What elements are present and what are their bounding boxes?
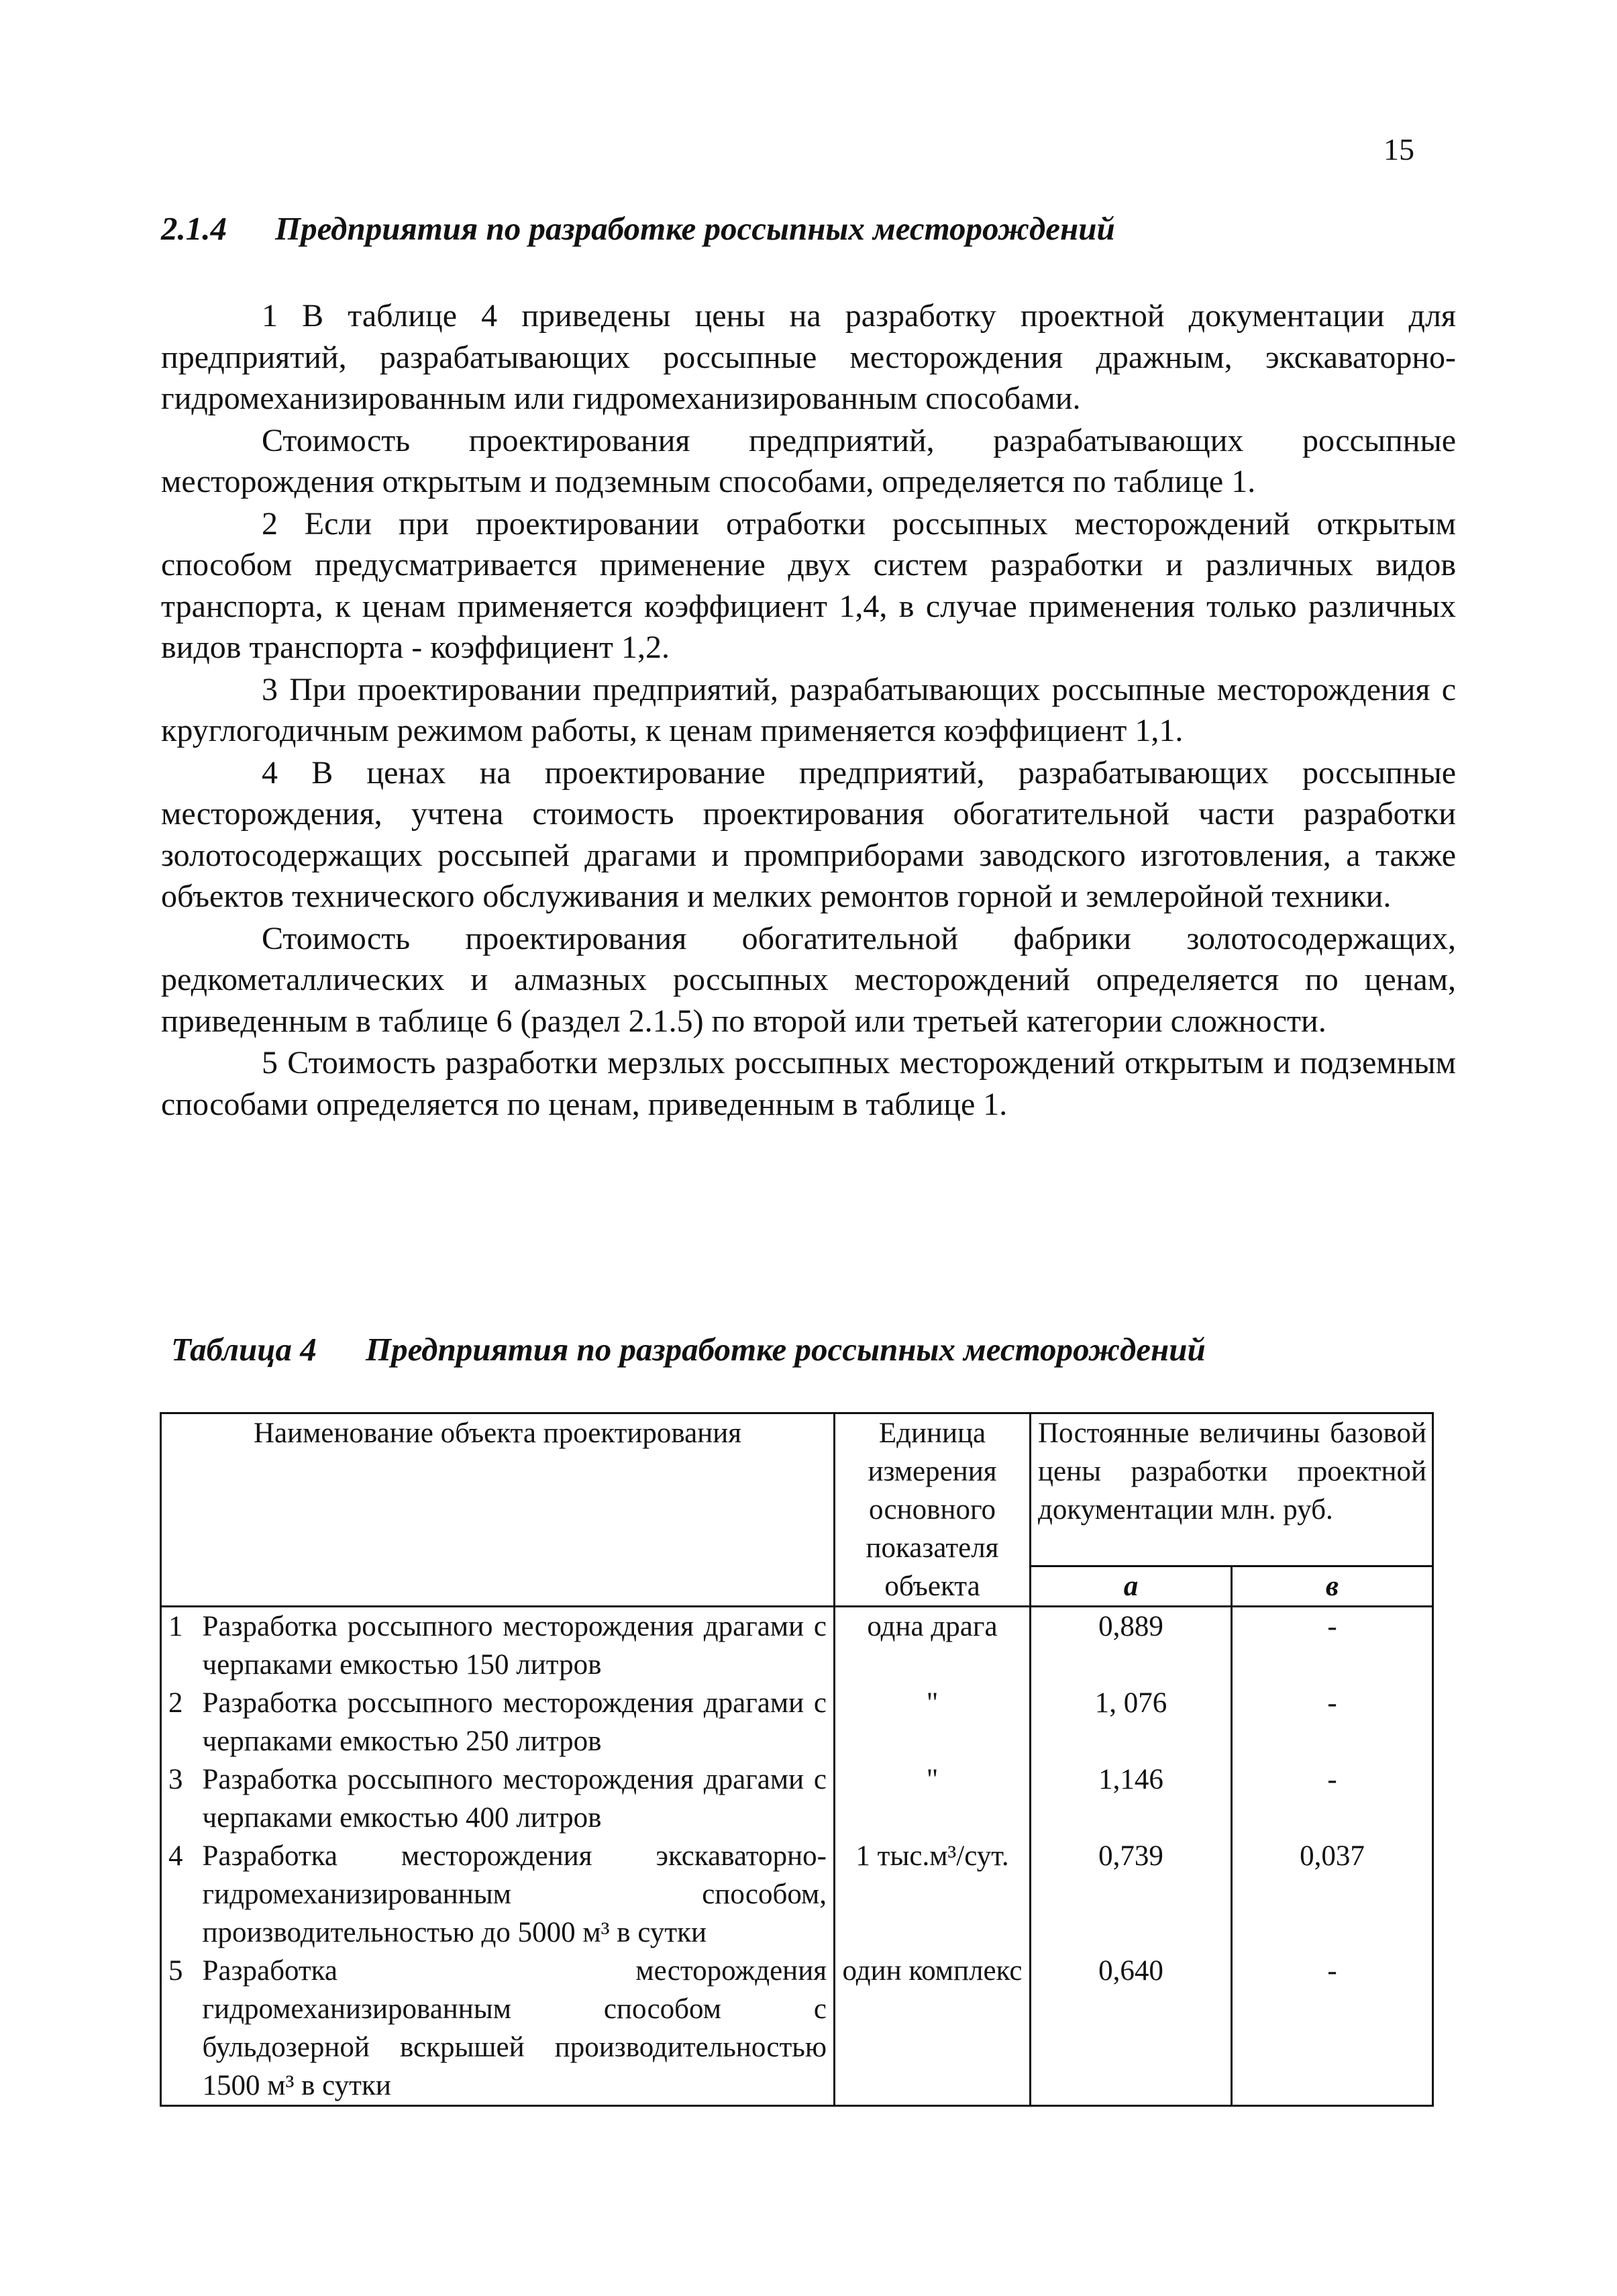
value-b: - [1232, 1684, 1433, 1760]
table-title: Предприятия по разработке россыпных месторождений [366, 1331, 1206, 1368]
row-number: 3 [161, 1760, 196, 1837]
header-constants: Постоянные величины базовой цены разработки проектной документации млн. руб. [1031, 1413, 1433, 1566]
value-b: - [1232, 1607, 1433, 1685]
paragraph: 4 В ценах на проектирование предприятий, разрабатывающих россыпные месторождения, учтена стоимость проектирования обогатительной части разработки золотосодержащих россыпей драгами и промприборами заводского изготовления, а также объектов технического обслуживания и мелких ремонтов горной и землеройной техники. [161, 754, 1456, 914]
header-col-a: а [1031, 1566, 1232, 1607]
value-a: 1, 076 [1031, 1684, 1232, 1760]
table-caption [171, 1330, 1206, 1368]
table-row [161, 1760, 1433, 1837]
unit-of-measure: " [835, 1684, 1031, 1760]
table-row [161, 1952, 1433, 2106]
header-col-b: в [1232, 1566, 1433, 1607]
value-b: - [1232, 1952, 1433, 2106]
header-unit: Единица измерения основного показателя объекта [835, 1413, 1031, 1607]
object-name: Разработка месторождения гидромеханизированным способом с бульдозерной вскрышей производительностью 1500 м³ в сутки [196, 1952, 835, 2106]
object-name: Разработка россыпного месторождения драгами с черпаками емкостью 400 литров [196, 1760, 835, 1837]
row-number: 1 [161, 1607, 196, 1685]
paragraph: Стоимость проектирования предприятий, разрабатывающих россыпные месторождения открытым и подземным способами, определяется по таблице 1. [161, 422, 1456, 499]
row-number: 5 [161, 1952, 196, 2106]
object-name: Разработка россыпного месторождения драгами с черпаками емкостью 150 литров [196, 1607, 835, 1685]
page-number: 15 [1384, 132, 1414, 166]
unit-of-measure: 1 тыс.м³/сут. [835, 1837, 1031, 1952]
value-a: 0,889 [1031, 1607, 1232, 1685]
section-heading [161, 209, 1115, 248]
table-label: Таблица 4 [171, 1331, 317, 1368]
section-title: Предприятия по разработке россыпных месторождений [275, 210, 1115, 247]
header-name: Наименование объекта проектирования [161, 1413, 835, 1607]
value-a: 0,640 [1031, 1952, 1232, 2106]
value-a: 1,146 [1031, 1760, 1232, 1837]
table-row [161, 1684, 1433, 1760]
object-name: Разработка россыпного месторождения драгами с черпаками емкостью 250 литров [196, 1684, 835, 1760]
paragraph: 5 Стоимость разработки мерзлых россыпных месторождений открытым и подземным способами определяется по ценам, приведенным в таблице 1. [161, 1045, 1456, 1122]
section-number: 2.1.4 [161, 210, 227, 247]
unit-of-measure: один комплекс [835, 1952, 1031, 2106]
paragraph: 1 В таблице 4 приведены цены на разработку проектной документации для предприятий, разрабатывающих россыпные месторождения дражным, экскаваторно-гидромеханизированным или гидромеханизированным способами. [161, 298, 1456, 416]
paragraph: 3 При проектировании предприятий, разрабатывающих россыпные месторождения с круглогодичным режимом работы, к ценам применяется коэффициент 1,1. [161, 671, 1456, 748]
value-a: 0,739 [1031, 1837, 1232, 1952]
value-b: - [1232, 1760, 1433, 1837]
body-text [161, 295, 1456, 1126]
row-number: 2 [161, 1684, 196, 1760]
row-number: 4 [161, 1837, 196, 1952]
unit-of-measure: " [835, 1760, 1031, 1837]
value-b: 0,037 [1232, 1837, 1433, 1952]
paragraph: 2 Если при проектировании отработки россыпных месторождений открытым способом предусматривается применение двух систем разработки и различных видов транспорта, к ценам применяется коэффициент 1,4, в случае применения только различных видов транспорта - коэффициент 1,2. [161, 505, 1456, 665]
price-table [160, 1412, 1434, 2107]
object-name: Разработка месторождения экскаваторно-гидромеханизированным способом, производительностью до 5000 м³ в сутки [196, 1837, 835, 1952]
table-row [161, 1837, 1433, 1952]
table-row [161, 1607, 1433, 1685]
paragraph: Стоимость проектирования обогатительной фабрики золотосодержащих, редкометаллических и алмазных россыпных месторождений определяется по ценам, приведенным в таблице 6 (раздел 2.1.5) по второй или третьей категории сложности. [161, 920, 1456, 1039]
unit-of-measure: одна драга [835, 1607, 1031, 1685]
